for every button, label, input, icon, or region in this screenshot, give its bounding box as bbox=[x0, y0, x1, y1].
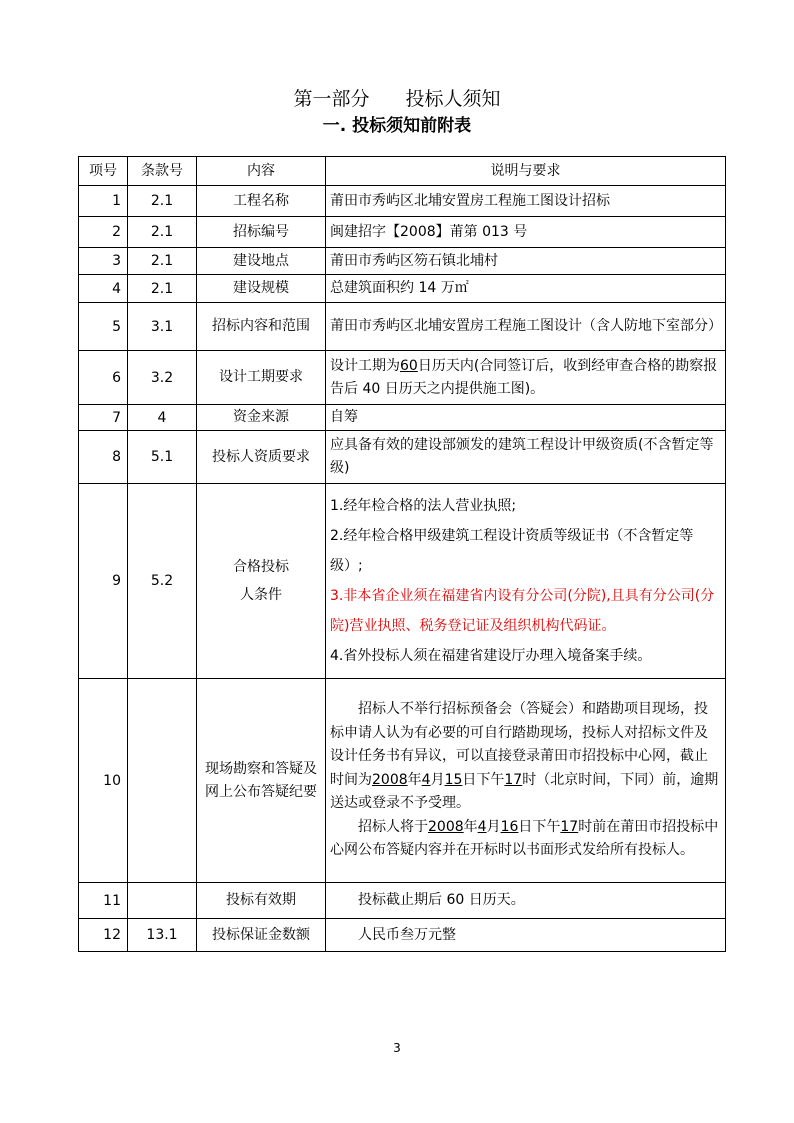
row-content: 工程名称 bbox=[197, 186, 326, 217]
desc-paragraph bbox=[330, 816, 721, 863]
desc-text: 招标人不举行招标预备会（答疑会）和踏勘项目现场，投标申请人认为有必要的可自行踏勘现场，投标人对招标文件及设计任务书有异议，可以直接登录莆田市招投标中心网，截止时间为 bbox=[330, 701, 708, 788]
table-row bbox=[79, 883, 726, 919]
bidding-notice-table bbox=[78, 156, 726, 952]
row-content: 投标保证金数额 bbox=[197, 919, 326, 952]
requirement-item: 4.省外投标人须在福建省建设厅办理入境备案手续。 bbox=[330, 648, 652, 664]
row-content: 投标有效期 bbox=[197, 883, 326, 919]
desc-text: 设计工期为 bbox=[330, 357, 400, 374]
header-desc: 说明与要求 bbox=[326, 157, 726, 186]
date-year: 2008 bbox=[372, 771, 408, 788]
content-line: 合格投标 bbox=[233, 559, 289, 575]
table-row bbox=[79, 217, 726, 248]
date-unit: 日下午 bbox=[462, 771, 505, 788]
row-no: 9 bbox=[79, 484, 128, 679]
header-clause: 条款号 bbox=[128, 157, 197, 186]
date-unit: 年 bbox=[407, 771, 422, 788]
page-title bbox=[0, 84, 794, 111]
table-row bbox=[79, 679, 726, 883]
row-desc: 莆田市秀屿区北埔安置房工程施工图设计招标 bbox=[326, 186, 726, 217]
row-no: 7 bbox=[79, 405, 128, 431]
table-row bbox=[79, 186, 726, 217]
row-desc bbox=[326, 351, 726, 405]
header-no: 项号 bbox=[79, 157, 128, 186]
table-row bbox=[79, 275, 726, 303]
row-no: 6 bbox=[79, 351, 128, 405]
row-no: 8 bbox=[79, 431, 128, 484]
row-content: 招标内容和范围 bbox=[197, 303, 326, 351]
row-desc bbox=[326, 484, 726, 679]
row-content bbox=[197, 484, 326, 679]
row-content: 现场勘察和答疑及网上公布答疑纪要 bbox=[197, 679, 326, 883]
table-row bbox=[79, 431, 726, 484]
row-no: 2 bbox=[79, 217, 128, 248]
row-content: 投标人资质要求 bbox=[197, 431, 326, 484]
page-number: 3 bbox=[393, 1041, 401, 1055]
row-content: 建设规模 bbox=[197, 275, 326, 303]
content-line: 人条件 bbox=[240, 587, 282, 603]
part-label: 第一部分 bbox=[293, 88, 370, 110]
date-unit: 年 bbox=[463, 818, 478, 835]
row-no: 3 bbox=[79, 248, 128, 275]
row-desc: 自筹 bbox=[326, 405, 726, 431]
row-clause: 13.1 bbox=[128, 919, 197, 952]
row-desc: 应具备有效的建设部颁发的建筑工程设计甲级资质(不含暂定等级) bbox=[326, 431, 726, 484]
row-clause: 4 bbox=[128, 405, 197, 431]
row-clause bbox=[128, 679, 197, 883]
row-clause: 5.2 bbox=[128, 484, 197, 679]
desc-text: 日历天内(合同签订后，收到经审查合格的勘察报告后 40 日历天之内提供施工图)。 bbox=[330, 357, 718, 397]
row-clause: 3.1 bbox=[128, 303, 197, 351]
row-no: 11 bbox=[79, 883, 128, 919]
row-clause: 2.1 bbox=[128, 275, 197, 303]
table-row bbox=[79, 303, 726, 351]
row-no: 5 bbox=[79, 303, 128, 351]
table-row bbox=[79, 248, 726, 275]
date-unit: 月 bbox=[486, 818, 501, 835]
table-row bbox=[79, 919, 726, 952]
row-desc: 莆田市秀屿区北埔安置房工程施工图设计（含人防地下室部分） bbox=[326, 303, 726, 351]
table-row bbox=[79, 351, 726, 405]
date-day: 15 bbox=[444, 771, 463, 788]
row-desc: 总建筑面积约 14 万㎡ bbox=[326, 275, 726, 303]
row-clause: 5.1 bbox=[128, 431, 197, 484]
desc-text: 时（北京时间，下同）前，逾期送达或登录不予受理。 bbox=[330, 771, 719, 812]
row-no: 10 bbox=[79, 679, 128, 883]
row-clause: 2.1 bbox=[128, 186, 197, 217]
desc-days: 60 bbox=[400, 357, 418, 374]
row-clause: 3.2 bbox=[128, 351, 197, 405]
section-subtitle: 一. 投标须知前附表 bbox=[322, 116, 472, 136]
row-desc: 人民币叁万元整 bbox=[326, 919, 726, 952]
row-content: 招标编号 bbox=[197, 217, 326, 248]
date-day: 16 bbox=[500, 818, 519, 835]
part-name: 投标人须知 bbox=[405, 88, 501, 110]
row-desc: 莆田市秀屿区笏石镇北埔村 bbox=[326, 248, 726, 275]
row-content: 资金来源 bbox=[197, 405, 326, 431]
requirement-item: 2.经年检合格甲级建筑工程设计资质等级证书（不含暂定等级）; bbox=[330, 528, 694, 574]
desc-text: 招标人将于 bbox=[358, 818, 428, 835]
row-desc bbox=[326, 679, 726, 883]
desc-text: 时前在莆田市招投标中心网公布答疑内容并在开标时以书面形式发给所有投标人。 bbox=[330, 818, 719, 859]
header-content: 内容 bbox=[197, 157, 326, 186]
requirement-item-highlight: 3.非本省企业须在福建省内设有分公司(分院),且具有分公司(分院)营业执照、税务登记证及组织机构代码证。 bbox=[330, 588, 715, 634]
desc-paragraph bbox=[330, 698, 721, 816]
row-desc: 投标截止期后 60 日历天。 bbox=[326, 883, 726, 919]
table-header-row bbox=[79, 157, 726, 186]
row-content: 设计工期要求 bbox=[197, 351, 326, 405]
row-no: 4 bbox=[79, 275, 128, 303]
row-clause bbox=[128, 883, 197, 919]
row-no: 1 bbox=[79, 186, 128, 217]
date-hour: 17 bbox=[504, 771, 523, 788]
date-month: 4 bbox=[421, 771, 431, 788]
row-clause: 2.1 bbox=[128, 248, 197, 275]
requirement-item: 1.经年检合格的法人营业执照; bbox=[330, 498, 517, 514]
row-content: 建设地点 bbox=[197, 248, 326, 275]
row-clause: 2.1 bbox=[128, 217, 197, 248]
row-no: 12 bbox=[79, 919, 128, 952]
date-hour: 17 bbox=[560, 818, 579, 835]
table-row bbox=[79, 484, 726, 679]
date-unit: 月 bbox=[430, 771, 445, 788]
date-year: 2008 bbox=[428, 818, 464, 835]
row-desc: 闽建招字【2008】莆第 013 号 bbox=[326, 217, 726, 248]
date-unit: 日下午 bbox=[518, 818, 561, 835]
table-row bbox=[79, 405, 726, 431]
date-month: 4 bbox=[477, 818, 487, 835]
